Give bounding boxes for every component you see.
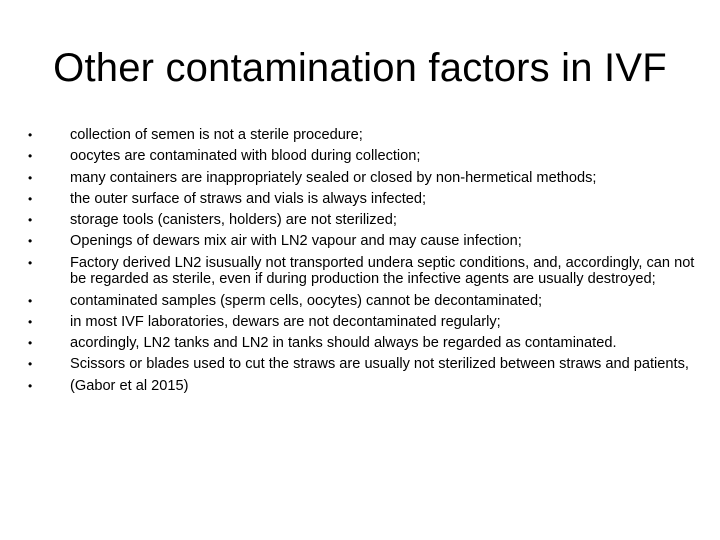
bullet-dot-icon: •: [28, 314, 33, 329]
bullet-list: [28, 127, 698, 399]
bullet-text: collection of semen is not a sterile procedure;: [70, 127, 363, 143]
bullet-text: storage tools (canisters, holders) are not sterilized;: [70, 212, 397, 229]
bullet-text: acordingly, LN2 tanks and LN2 in tanks should always be regarded as contaminated.: [70, 335, 617, 352]
bullet-dot-icon: •: [28, 336, 33, 351]
bullet-text: oocytes are contaminated with blood during collection;: [70, 148, 421, 165]
bullet-text: Factory derived LN2 isusually not transported undera septic conditions, and, accordingly, can not be regarded as sterile, even if during production the infective agents are usually destroyed;: [70, 254, 695, 288]
bullet-item: [28, 314, 698, 331]
bullet-dot-icon: •: [28, 149, 33, 164]
bullet-text: (Gabor et al 2015): [70, 377, 189, 394]
bullet-dot-icon: •: [28, 213, 33, 228]
bullet-item: [28, 255, 698, 288]
bullet-dot-icon: •: [28, 357, 33, 372]
bullet-text: Scissors or blades used to cut the straws are usually not sterilized between straws and patients,: [70, 356, 689, 373]
bullet-item: [28, 335, 698, 352]
bullet-dot-icon: •: [28, 293, 33, 308]
bullet-item: [28, 148, 698, 165]
bullet-item: [28, 378, 698, 395]
bullet-dot-icon: •: [28, 170, 33, 185]
bullet-dot-icon: •: [28, 128, 33, 142]
bullet-item: [28, 127, 698, 144]
bullet-item: [28, 233, 698, 250]
bullet-item: [28, 212, 698, 229]
bullet-item: [28, 170, 698, 187]
bullet-text: in most IVF laboratories, dewars are not decontaminated regularly;: [70, 313, 501, 330]
bullet-dot-icon: •: [28, 191, 33, 206]
bullet-dot-icon: •: [28, 378, 33, 393]
bullet-text: Openings of dewars mix air with LN2 vapour and may cause infection;: [70, 233, 522, 250]
bullet-text: contaminated samples (sperm cells, oocytes) cannot be decontaminated;: [70, 292, 543, 309]
bullet-item: [28, 191, 698, 208]
bullet-dot-icon: •: [28, 234, 33, 249]
slide-title: Other contamination factors in IVF: [53, 46, 667, 90]
bullet-item: [28, 293, 698, 310]
bullet-dot-icon: •: [28, 255, 33, 270]
bullet-item: [28, 356, 698, 373]
bullet-text: many containers are inappropriately sealed or closed by non-hermetical methods;: [70, 169, 597, 186]
bullet-text: the outer surface of straws and vials is always infected;: [70, 190, 427, 207]
